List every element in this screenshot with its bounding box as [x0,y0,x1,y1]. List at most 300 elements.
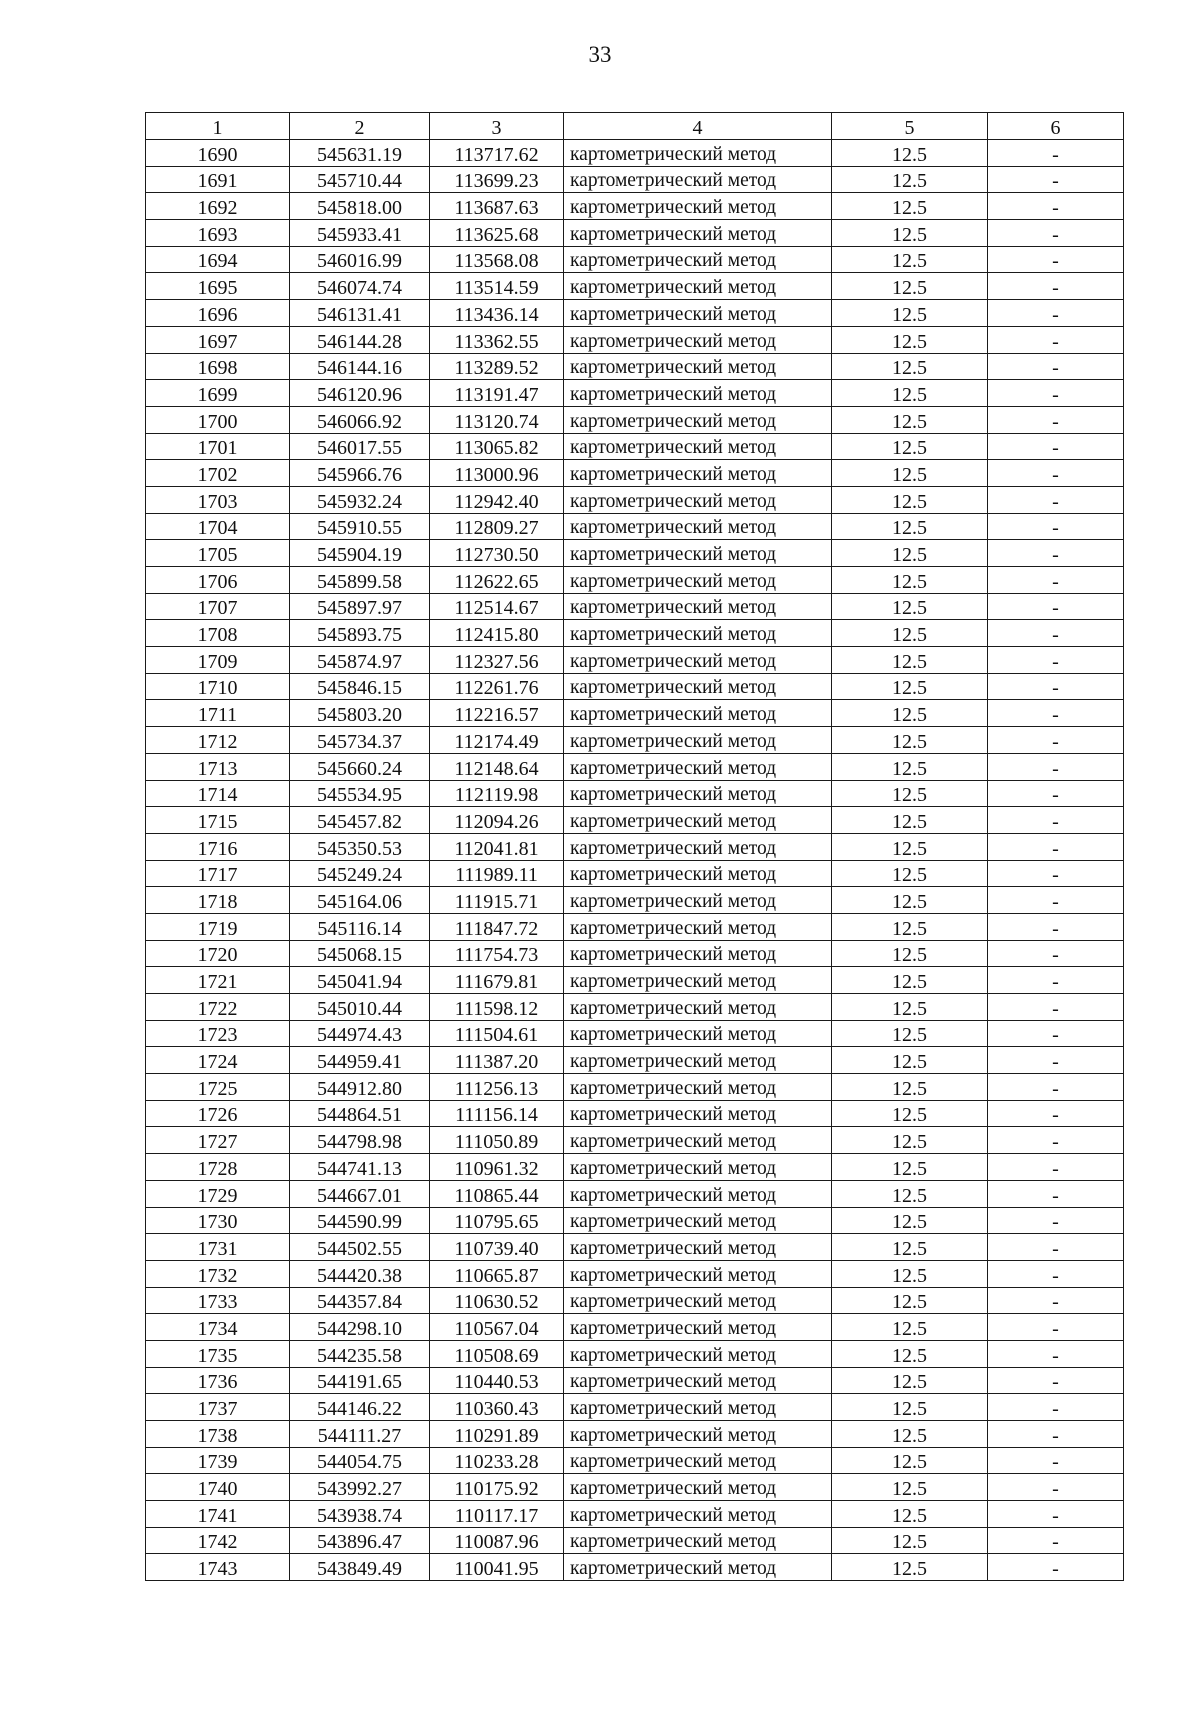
y-coordinate-cell: 112942.40 [430,486,564,513]
accuracy-cell: 12.5 [832,353,988,380]
accuracy-cell: 12.5 [832,887,988,914]
table-row [146,433,1124,460]
x-coordinate-cell: 546120.96 [290,380,430,407]
y-coordinate-cell: 112174.49 [430,727,564,754]
note-cell: - [988,1100,1124,1127]
point-number-cell: 1720 [146,940,290,967]
table-body [146,140,1124,1581]
method-cell: картометрический метод [564,994,832,1021]
method-cell: картометрический метод [564,807,832,834]
note-cell: - [988,513,1124,540]
accuracy-cell: 12.5 [832,513,988,540]
method-cell: картометрический метод [564,673,832,700]
accuracy-cell: 12.5 [832,593,988,620]
point-number-cell: 1738 [146,1421,290,1448]
point-number-cell: 1725 [146,1074,290,1101]
note-cell: - [988,300,1124,327]
method-cell: картометрический метод [564,753,832,780]
x-coordinate-cell: 545010.44 [290,994,430,1021]
table-row [146,1154,1124,1181]
point-number-cell: 1704 [146,513,290,540]
method-cell: картометрический метод [564,406,832,433]
point-number-cell: 1699 [146,380,290,407]
point-number-cell: 1741 [146,1501,290,1528]
table-row [146,166,1124,193]
point-number-cell: 1717 [146,860,290,887]
accuracy-cell: 12.5 [832,326,988,353]
note-cell: - [988,860,1124,887]
point-number-cell: 1735 [146,1340,290,1367]
accuracy-cell: 12.5 [832,220,988,247]
y-coordinate-cell: 112415.80 [430,620,564,647]
accuracy-cell: 12.5 [832,673,988,700]
column-header-1: 1 [146,113,290,140]
method-cell: картометрический метод [564,780,832,807]
note-cell: - [988,1554,1124,1581]
table-row [146,780,1124,807]
x-coordinate-cell: 544298.10 [290,1314,430,1341]
table-row [146,1020,1124,1047]
method-cell: картометрический метод [564,1154,832,1181]
x-coordinate-cell: 545116.14 [290,913,430,940]
point-number-cell: 1740 [146,1474,290,1501]
table-row [146,300,1124,327]
table-row [146,913,1124,940]
accuracy-cell: 12.5 [832,1260,988,1287]
table-row [146,1367,1124,1394]
x-coordinate-cell: 546131.41 [290,300,430,327]
point-number-cell: 1695 [146,273,290,300]
x-coordinate-cell: 545904.19 [290,540,430,567]
header-row [146,113,1124,140]
table-row [146,1447,1124,1474]
y-coordinate-cell: 110041.95 [430,1554,564,1581]
y-coordinate-cell: 113065.82 [430,433,564,460]
accuracy-cell: 12.5 [832,166,988,193]
x-coordinate-cell: 545631.19 [290,140,430,167]
point-number-cell: 1707 [146,593,290,620]
accuracy-cell: 12.5 [832,700,988,727]
method-cell: картометрический метод [564,246,832,273]
table-row [146,326,1124,353]
table-row [146,727,1124,754]
x-coordinate-cell: 544420.38 [290,1260,430,1287]
table-row [146,700,1124,727]
y-coordinate-cell: 112041.81 [430,833,564,860]
method-cell: картометрический метод [564,860,832,887]
note-cell: - [988,380,1124,407]
x-coordinate-cell: 544054.75 [290,1447,430,1474]
x-coordinate-cell: 546074.74 [290,273,430,300]
accuracy-cell: 12.5 [832,940,988,967]
x-coordinate-cell: 545068.15 [290,940,430,967]
x-coordinate-cell: 544667.01 [290,1180,430,1207]
y-coordinate-cell: 111847.72 [430,913,564,940]
table-row [146,1501,1124,1528]
accuracy-cell: 12.5 [832,1127,988,1154]
table-row [146,1207,1124,1234]
x-coordinate-cell: 545534.95 [290,780,430,807]
x-coordinate-cell: 544357.84 [290,1287,430,1314]
column-header-3: 3 [430,113,564,140]
point-number-cell: 1691 [146,166,290,193]
y-coordinate-cell: 110291.89 [430,1421,564,1448]
table-row [146,1180,1124,1207]
method-cell: картометрический метод [564,647,832,674]
x-coordinate-cell: 545803.20 [290,700,430,727]
note-cell: - [988,1287,1124,1314]
x-coordinate-cell: 544146.22 [290,1394,430,1421]
method-cell: картометрический метод [564,1180,832,1207]
accuracy-cell: 12.5 [832,994,988,1021]
point-number-cell: 1709 [146,647,290,674]
table-row [146,833,1124,860]
note-cell: - [988,246,1124,273]
point-number-cell: 1696 [146,300,290,327]
table-row [146,486,1124,513]
y-coordinate-cell: 110360.43 [430,1394,564,1421]
x-coordinate-cell: 544959.41 [290,1047,430,1074]
note-cell: - [988,567,1124,594]
y-coordinate-cell: 112809.27 [430,513,564,540]
point-number-cell: 1702 [146,460,290,487]
note-cell: - [988,1421,1124,1448]
method-cell: картометрический метод [564,833,832,860]
y-coordinate-cell: 112261.76 [430,673,564,700]
y-coordinate-cell: 112730.50 [430,540,564,567]
table-row [146,513,1124,540]
accuracy-cell: 12.5 [832,620,988,647]
x-coordinate-cell: 544235.58 [290,1340,430,1367]
x-coordinate-cell: 545734.37 [290,727,430,754]
method-cell: картометрический метод [564,1260,832,1287]
x-coordinate-cell: 546017.55 [290,433,430,460]
y-coordinate-cell: 111256.13 [430,1074,564,1101]
accuracy-cell: 12.5 [832,753,988,780]
method-cell: картометрический метод [564,1367,832,1394]
x-coordinate-cell: 546144.28 [290,326,430,353]
method-cell: картометрический метод [564,326,832,353]
method-cell: картометрический метод [564,940,832,967]
accuracy-cell: 12.5 [832,380,988,407]
point-number-cell: 1737 [146,1394,290,1421]
x-coordinate-cell: 545846.15 [290,673,430,700]
y-coordinate-cell: 112622.65 [430,567,564,594]
point-number-cell: 1711 [146,700,290,727]
y-coordinate-cell: 113568.08 [430,246,564,273]
y-coordinate-cell: 112514.67 [430,593,564,620]
y-coordinate-cell: 112148.64 [430,753,564,780]
point-number-cell: 1715 [146,807,290,834]
y-coordinate-cell: 110175.92 [430,1474,564,1501]
point-number-cell: 1734 [146,1314,290,1341]
point-number-cell: 1701 [146,433,290,460]
accuracy-cell: 12.5 [832,967,988,994]
point-number-cell: 1713 [146,753,290,780]
table-row [146,1127,1124,1154]
coordinates-table [145,112,1124,1581]
table-row [146,994,1124,1021]
x-coordinate-cell: 544191.65 [290,1367,430,1394]
note-cell: - [988,1074,1124,1101]
method-cell: картометрический метод [564,1421,832,1448]
table-row [146,620,1124,647]
note-cell: - [988,1367,1124,1394]
table-row [146,1474,1124,1501]
method-cell: картометрический метод [564,887,832,914]
note-cell: - [988,1154,1124,1181]
point-number-cell: 1721 [146,967,290,994]
y-coordinate-cell: 110087.96 [430,1527,564,1554]
point-number-cell: 1727 [146,1127,290,1154]
accuracy-cell: 12.5 [832,1340,988,1367]
point-number-cell: 1708 [146,620,290,647]
y-coordinate-cell: 113191.47 [430,380,564,407]
table-row [146,1287,1124,1314]
x-coordinate-cell: 545660.24 [290,753,430,780]
table-row [146,1421,1124,1448]
accuracy-cell: 12.5 [832,1074,988,1101]
table-row [146,1394,1124,1421]
accuracy-cell: 12.5 [832,1367,988,1394]
point-number-cell: 1693 [146,220,290,247]
method-cell: картометрический метод [564,1527,832,1554]
y-coordinate-cell: 113717.62 [430,140,564,167]
point-number-cell: 1723 [146,1020,290,1047]
y-coordinate-cell: 110233.28 [430,1447,564,1474]
y-coordinate-cell: 112119.98 [430,780,564,807]
x-coordinate-cell: 546016.99 [290,246,430,273]
point-number-cell: 1714 [146,780,290,807]
y-coordinate-cell: 110567.04 [430,1314,564,1341]
x-coordinate-cell: 544912.80 [290,1074,430,1101]
x-coordinate-cell: 544741.13 [290,1154,430,1181]
y-coordinate-cell: 113000.96 [430,460,564,487]
method-cell: картометрический метод [564,1207,832,1234]
y-coordinate-cell: 110795.65 [430,1207,564,1234]
note-cell: - [988,647,1124,674]
table-row [146,593,1124,620]
point-number-cell: 1726 [146,1100,290,1127]
point-number-cell: 1706 [146,567,290,594]
note-cell: - [988,807,1124,834]
note-cell: - [988,406,1124,433]
accuracy-cell: 12.5 [832,273,988,300]
method-cell: картометрический метод [564,727,832,754]
point-number-cell: 1712 [146,727,290,754]
point-number-cell: 1743 [146,1554,290,1581]
x-coordinate-cell: 546144.16 [290,353,430,380]
point-number-cell: 1732 [146,1260,290,1287]
point-number-cell: 1719 [146,913,290,940]
y-coordinate-cell: 111504.61 [430,1020,564,1047]
note-cell: - [988,727,1124,754]
y-coordinate-cell: 113687.63 [430,193,564,220]
table-row [146,1100,1124,1127]
column-header-2: 2 [290,113,430,140]
note-cell: - [988,994,1124,1021]
point-number-cell: 1733 [146,1287,290,1314]
table-row [146,246,1124,273]
x-coordinate-cell: 545893.75 [290,620,430,647]
x-coordinate-cell: 545350.53 [290,833,430,860]
point-number-cell: 1694 [146,246,290,273]
table-row [146,193,1124,220]
note-cell: - [988,140,1124,167]
note-cell: - [988,1340,1124,1367]
method-cell: картометрический метод [564,380,832,407]
method-cell: картометрический метод [564,567,832,594]
table-header [146,113,1124,140]
note-cell: - [988,1180,1124,1207]
point-number-cell: 1718 [146,887,290,914]
y-coordinate-cell: 113120.74 [430,406,564,433]
accuracy-cell: 12.5 [832,1447,988,1474]
x-coordinate-cell: 545932.24 [290,486,430,513]
point-number-cell: 1716 [146,833,290,860]
x-coordinate-cell: 545457.82 [290,807,430,834]
note-cell: - [988,1127,1124,1154]
accuracy-cell: 12.5 [832,1234,988,1261]
column-header-6: 6 [988,113,1124,140]
x-coordinate-cell: 544974.43 [290,1020,430,1047]
accuracy-cell: 12.5 [832,540,988,567]
note-cell: - [988,700,1124,727]
column-header-4: 4 [564,113,832,140]
y-coordinate-cell: 113625.68 [430,220,564,247]
point-number-cell: 1736 [146,1367,290,1394]
point-number-cell: 1731 [146,1234,290,1261]
y-coordinate-cell: 113436.14 [430,300,564,327]
accuracy-cell: 12.5 [832,780,988,807]
x-coordinate-cell: 545933.41 [290,220,430,247]
note-cell: - [988,540,1124,567]
y-coordinate-cell: 111679.81 [430,967,564,994]
point-number-cell: 1742 [146,1527,290,1554]
y-coordinate-cell: 110865.44 [430,1180,564,1207]
point-number-cell: 1705 [146,540,290,567]
x-coordinate-cell: 545874.97 [290,647,430,674]
accuracy-cell: 12.5 [832,1501,988,1528]
accuracy-cell: 12.5 [832,486,988,513]
note-cell: - [988,753,1124,780]
method-cell: картометрический метод [564,967,832,994]
accuracy-cell: 12.5 [832,567,988,594]
y-coordinate-cell: 113362.55 [430,326,564,353]
note-cell: - [988,620,1124,647]
accuracy-cell: 12.5 [832,647,988,674]
table-row [146,1314,1124,1341]
x-coordinate-cell: 545897.97 [290,593,430,620]
y-coordinate-cell: 110665.87 [430,1260,564,1287]
table-row [146,406,1124,433]
method-cell: картометрический метод [564,513,832,540]
table-row [146,673,1124,700]
table-row [146,1260,1124,1287]
accuracy-cell: 12.5 [832,1100,988,1127]
point-number-cell: 1698 [146,353,290,380]
note-cell: - [988,1474,1124,1501]
accuracy-cell: 12.5 [832,1421,988,1448]
table-row [146,1234,1124,1261]
x-coordinate-cell: 544502.55 [290,1234,430,1261]
accuracy-cell: 12.5 [832,860,988,887]
x-coordinate-cell: 545910.55 [290,513,430,540]
table-row [146,887,1124,914]
accuracy-cell: 12.5 [832,193,988,220]
y-coordinate-cell: 111754.73 [430,940,564,967]
x-coordinate-cell: 545966.76 [290,460,430,487]
table-row [146,353,1124,380]
point-number-cell: 1724 [146,1047,290,1074]
table-row [146,567,1124,594]
y-coordinate-cell: 111387.20 [430,1047,564,1074]
note-cell: - [988,486,1124,513]
y-coordinate-cell: 112216.57 [430,700,564,727]
x-coordinate-cell: 545164.06 [290,887,430,914]
point-number-cell: 1703 [146,486,290,513]
note-cell: - [988,913,1124,940]
y-coordinate-cell: 110739.40 [430,1234,564,1261]
note-cell: - [988,193,1124,220]
table-row [146,1527,1124,1554]
method-cell: картометрический метод [564,1394,832,1421]
table-row [146,1074,1124,1101]
accuracy-cell: 12.5 [832,1020,988,1047]
y-coordinate-cell: 111156.14 [430,1100,564,1127]
table-row [146,1554,1124,1581]
x-coordinate-cell: 545818.00 [290,193,430,220]
method-cell: картометрический метод [564,1447,832,1474]
accuracy-cell: 12.5 [832,1394,988,1421]
method-cell: картометрический метод [564,1340,832,1367]
accuracy-cell: 12.5 [832,300,988,327]
column-header-5: 5 [832,113,988,140]
y-coordinate-cell: 111989.11 [430,860,564,887]
accuracy-cell: 12.5 [832,1047,988,1074]
method-cell: картометрический метод [564,1020,832,1047]
x-coordinate-cell: 545899.58 [290,567,430,594]
accuracy-cell: 12.5 [832,1527,988,1554]
accuracy-cell: 12.5 [832,1180,988,1207]
point-number-cell: 1739 [146,1447,290,1474]
note-cell: - [988,1447,1124,1474]
accuracy-cell: 12.5 [832,406,988,433]
table-row [146,460,1124,487]
method-cell: картометрический метод [564,1474,832,1501]
y-coordinate-cell: 110117.17 [430,1501,564,1528]
method-cell: картометрический метод [564,1501,832,1528]
y-coordinate-cell: 112327.56 [430,647,564,674]
point-number-cell: 1728 [146,1154,290,1181]
note-cell: - [988,1527,1124,1554]
accuracy-cell: 12.5 [832,727,988,754]
note-cell: - [988,353,1124,380]
method-cell: картометрический метод [564,1554,832,1581]
method-cell: картометрический метод [564,700,832,727]
point-number-cell: 1692 [146,193,290,220]
accuracy-cell: 12.5 [832,1207,988,1234]
note-cell: - [988,1234,1124,1261]
method-cell: картометрический метод [564,593,832,620]
note-cell: - [988,1394,1124,1421]
note-cell: - [988,887,1124,914]
x-coordinate-cell: 544864.51 [290,1100,430,1127]
x-coordinate-cell: 543992.27 [290,1474,430,1501]
method-cell: картометрический метод [564,1314,832,1341]
method-cell: картометрический метод [564,460,832,487]
note-cell: - [988,1260,1124,1287]
